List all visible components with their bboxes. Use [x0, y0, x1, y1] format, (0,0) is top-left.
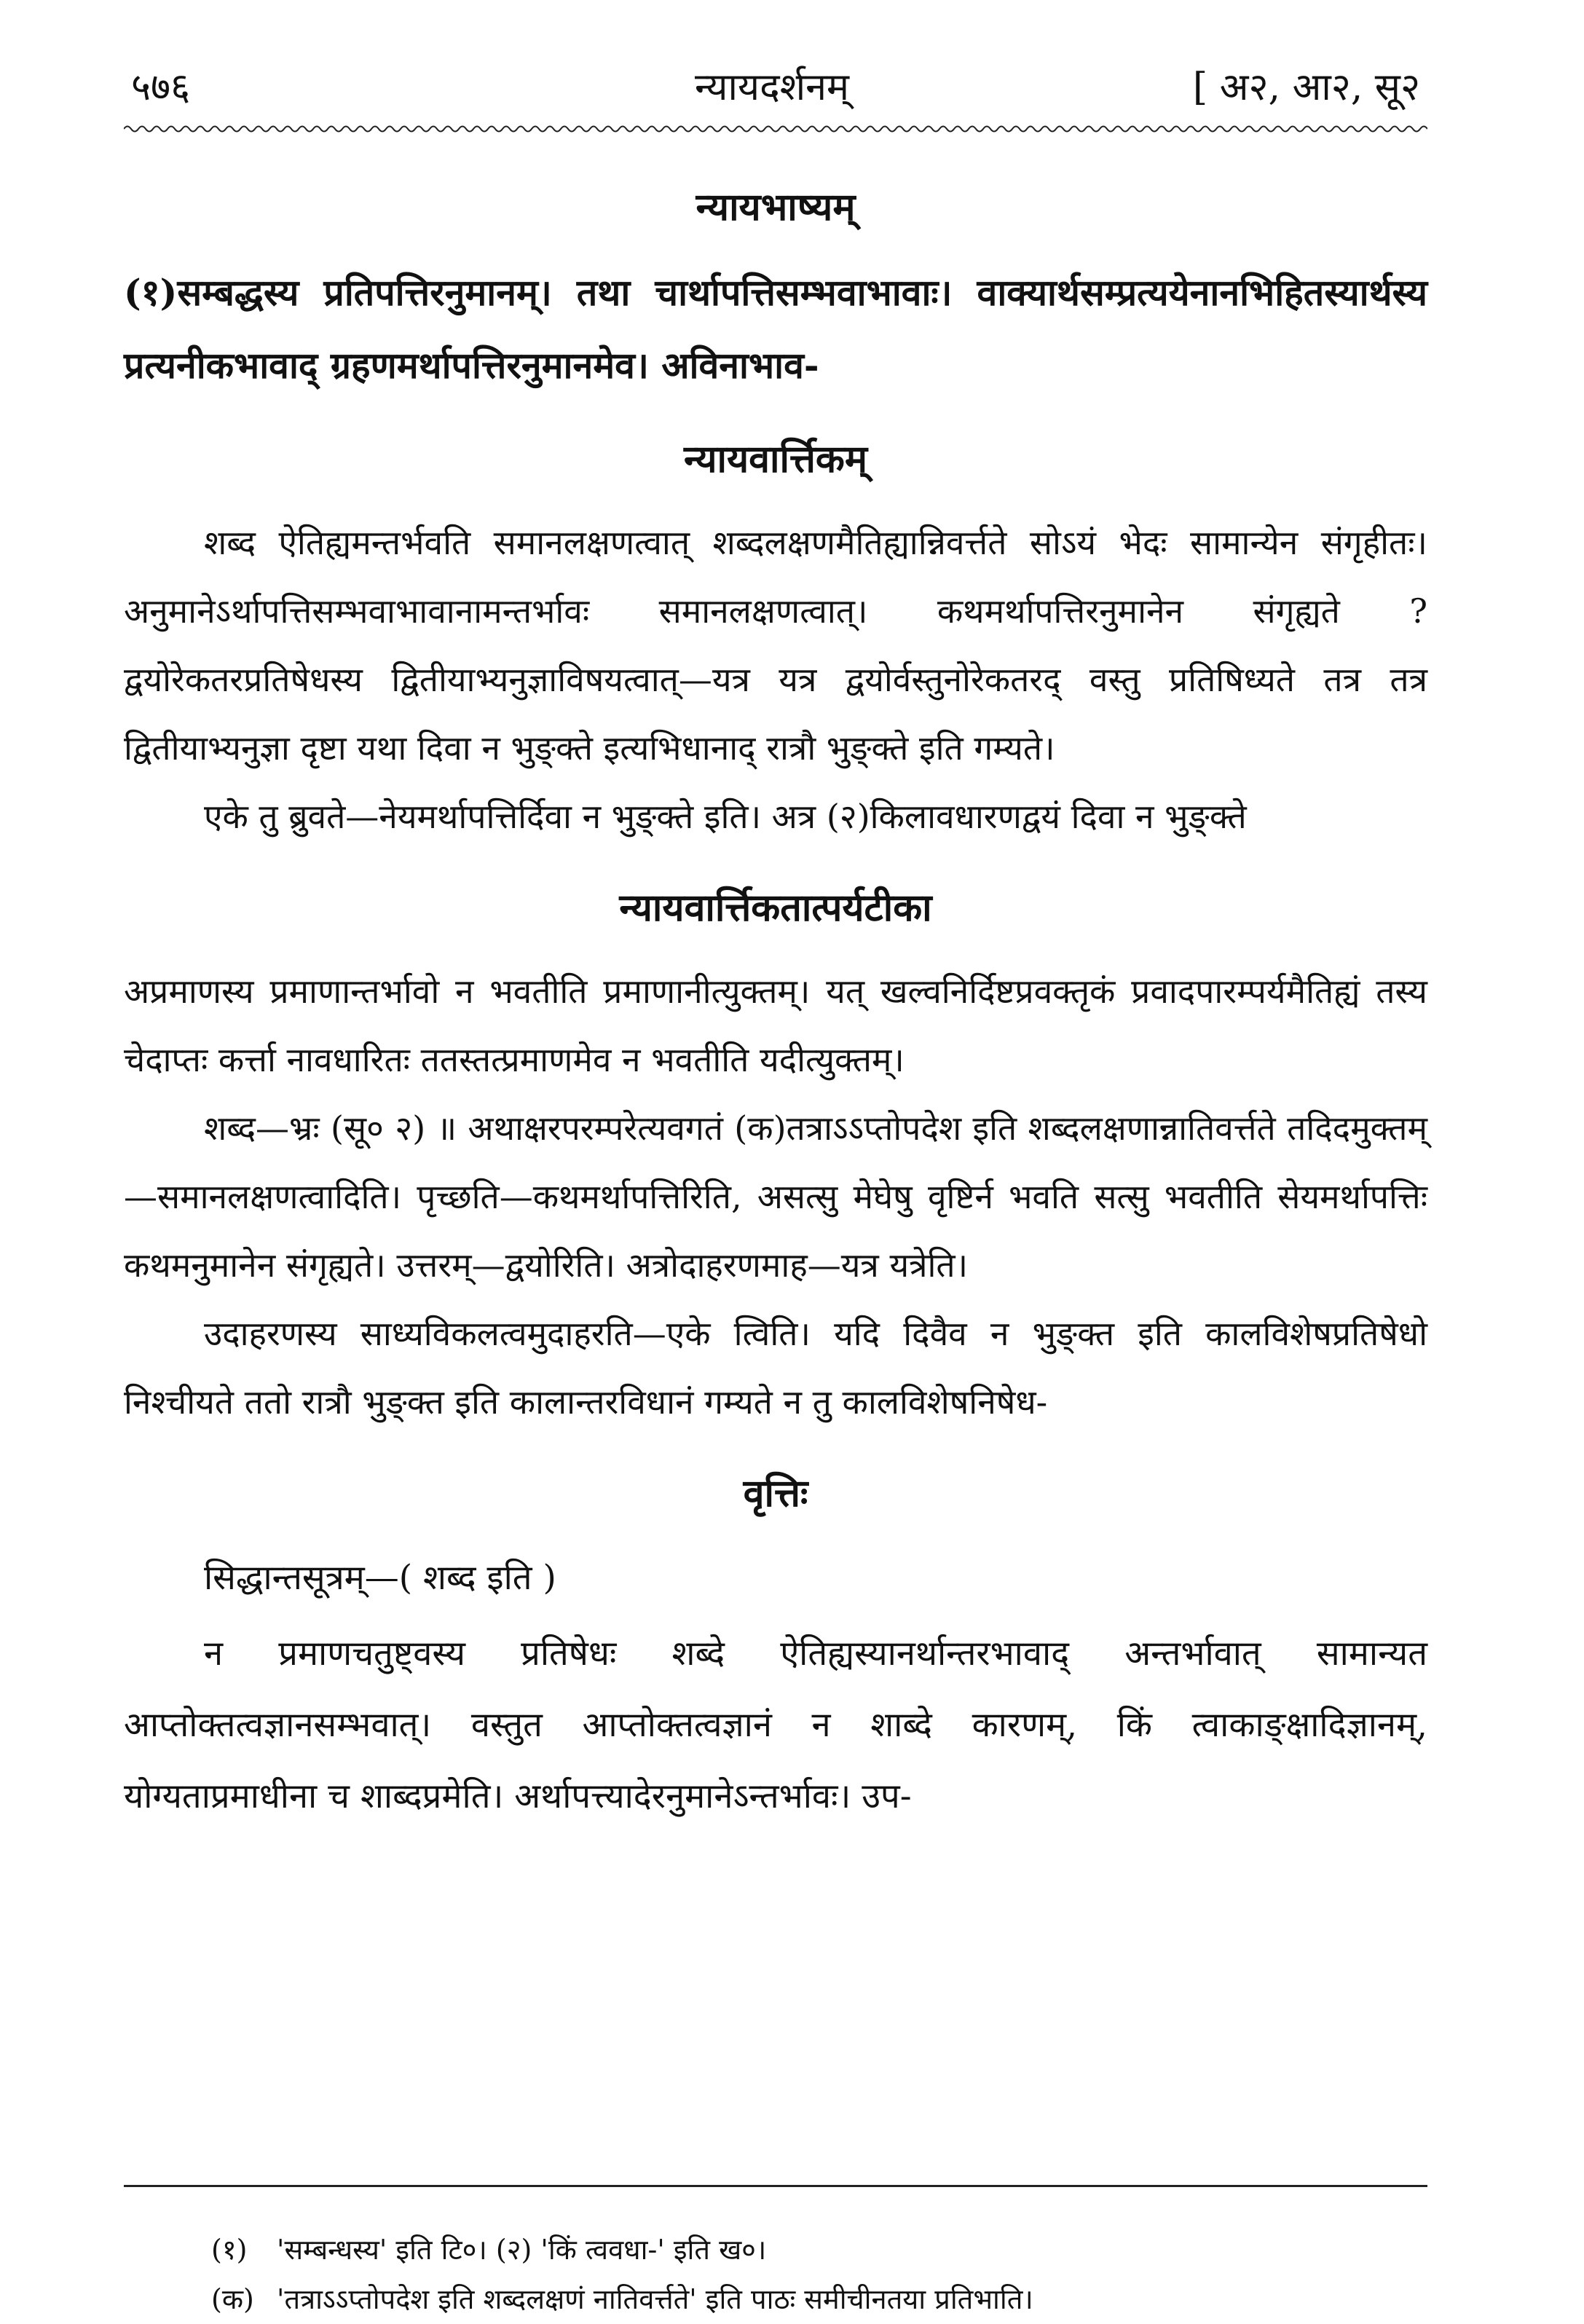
- footnote-divider: [124, 2185, 1427, 2187]
- footnote-text: 'तत्राऽऽप्तोपदेश इति शब्दलक्षणं नातिवर्त्तते' इति पाठः समीचीनतया प्रतिभाति।: [277, 2283, 1033, 2315]
- vritti-paragraph: न प्रमाणचतुष्ट्वस्य प्रतिषेधः शब्दे ऐतिह्यस्यानर्थान्तरभावाद् अन्तर्भावात् सामान्यत आप्तोक्तत्वज्ञानसम्भवात्। वस्तुत आप्तोक्तत्वज्ञानं न शाब्दे कारणम्, किं त्वाकाङ्क्षादिज्ञानम्, योग्यताप्रमाधीना च शाब्दप्रमेति। अर्थापत्त्यादेरनुमानेऽन्तर्भावः। उप-: [124, 1634, 1427, 1816]
- book-title: न्यायदर्शनम्: [694, 66, 850, 109]
- header-wavy-rule: [124, 124, 1427, 134]
- bhashya-section: [124, 175, 1427, 402]
- page-body: [124, 175, 1427, 1857]
- section-heading-tika: न्यायवार्त्तिकतात्पर्यटीका: [619, 886, 932, 930]
- running-header: [124, 58, 1420, 117]
- section-heading-bhashya: न्यायभाष्यम्: [696, 185, 856, 229]
- tika-paragraph: अप्रमाणस्य प्रमाणान्तर्भावो न भवतीति प्रमाणानीत्युक्तम्। यत् खल्वनिर्दिष्टप्रवक्तृकं प्रवादपारम्पर्यमैतिह्यं तस्य चेदाप्तः कर्त्ता नावधारितः ततस्तत्प्रमाणमेव न भवतीति यदीत्युक्तम्।: [124, 972, 1427, 1079]
- footnotes: [211, 2225, 1420, 2324]
- tika-section: [124, 875, 1427, 1436]
- section-heading-vritti: वृत्तिः: [743, 1471, 808, 1516]
- tika-paragraph: उदाहरणस्य साध्यविकलत्वमुदाहरति—एके त्विति। यदि दिवैव न भुङ्क्त इति कालविशेषप्रतिषेधो निश्चीयते ततो रात्रौ भुङ्क्त इति कालान्तरविधानं गम्यते न तु कालविशेषनिषेध-: [124, 1314, 1427, 1422]
- page-number: ५७६: [131, 66, 191, 109]
- footnote-mark: (क): [211, 2283, 254, 2315]
- footnote-line: [211, 2225, 1420, 2274]
- varttika-section: [124, 427, 1427, 851]
- bhashya-paragraph: (१)सम्बद्धस्य प्रतिपत्तिरनुमानम्। तथा चार्थापत्तिसम्भवाभावाः। वाक्यार्थसम्प्रत्ययेनानभिहितस्यार्थस्य प्रत्यनीकभावाद् ग्रहणमर्थापत्तिरनुमानमेव। अविनाभाव-: [124, 271, 1427, 387]
- section-heading-varttika: न्यायवार्त्तिकम्: [684, 437, 867, 481]
- siddhanta-sutra-label: सिद्धान्तसूत्रम्—( शब्द इति ): [204, 1558, 556, 1598]
- varttika-paragraph: शब्द ऐतिह्यमन्तर्भवति समानलक्षणत्वात् शब्दलक्षणमैतिह्यान्निवर्त्तते सोऽयं भेदः सामान्येन संगृहीतः। अनुमानेऽर्थापत्तिसम्भवाभावानामन्तर्भावः समानलक्षणत्वात्। कथमर्थापत्तिरनुमानेन संगृह्यते ? द्वयोरेकतरप्रतिषेधस्य द्वितीयाभ्यनुज्ञाविषयत्वात्—यत्र यत्र द्वयोर्वस्तुनोरेकतरद् वस्तु प्रतिषिध्यते तत्र तत्र द्वितीयाभ्यनुज्ञा दृष्टा यथा दिवा न भुङ्क्ते इत्यभिधानाद् रात्रौ भुङ्क्ते इति गम्यते।: [124, 523, 1427, 768]
- vritti-section: [124, 1461, 1427, 1832]
- varttika-paragraph: एके तु ब्रुवते—नेयमर्थापत्तिर्दिवा न भुङ्क्ते इति। अत्र (२)किलावधारणद्वयं दिवा न भुङ्क्ते: [204, 797, 1247, 836]
- section-reference: [ अ२, आ२, सू२: [1192, 66, 1420, 109]
- footnote-text: 'सम्बन्धस्य' इति टि०। (२) 'किं त्ववधा-' इति ख०।: [277, 2234, 767, 2266]
- footnote-line: [211, 2274, 1420, 2324]
- tika-paragraph: शब्द—भ्रः (सू० २) ॥ अथाक्षरपरम्परेत्यवगतं (क)तत्राऽऽप्तोपदेश इति शब्दलक्षणान्नातिवर्त्तते तदिदमुक्तम्—समानलक्षणत्वादिति। पृच्छति—कथमर्थापत्तिरिति, असत्सु मेघेषु वृष्टिर्न भवति सत्सु भवतीति सेयमर्थापत्तिः कथमनुमानेन संगृह्यते। उत्तरम्—द्वयोरिति। अत्रोदाहरणमाह—यत्र यत्रेति।: [124, 1108, 1427, 1285]
- footnote-mark: (१): [211, 2234, 248, 2266]
